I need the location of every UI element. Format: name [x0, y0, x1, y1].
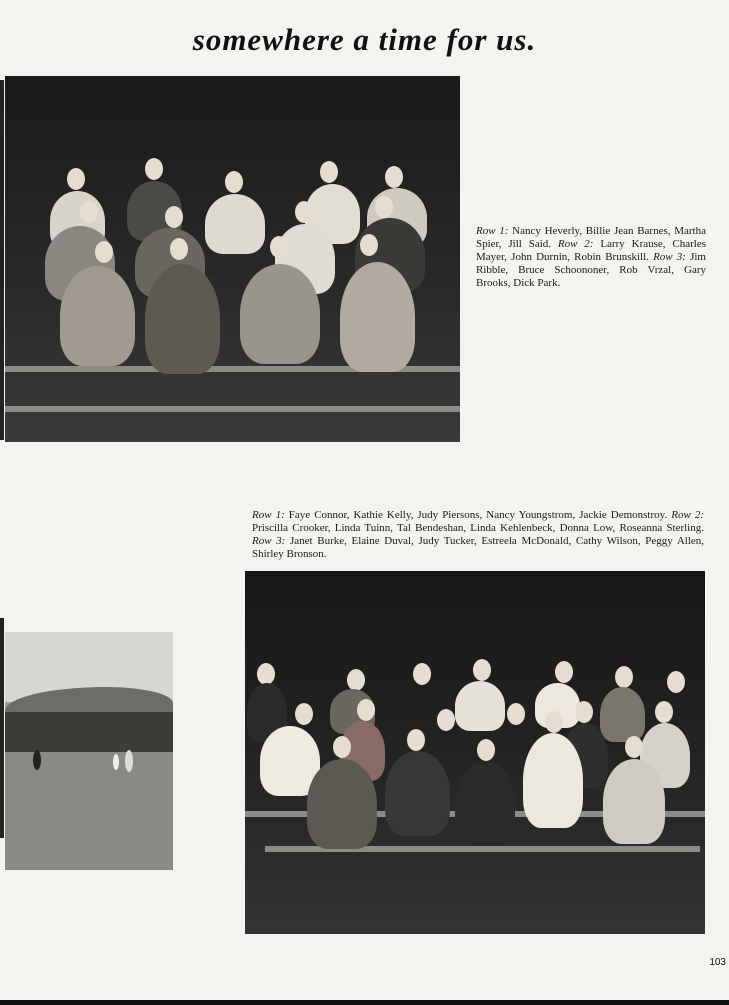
person-head	[357, 699, 375, 721]
person	[523, 733, 583, 828]
caption-row-label: Row 1:	[252, 509, 285, 521]
person	[455, 681, 505, 731]
person	[205, 194, 265, 254]
person-head	[257, 663, 275, 685]
person-head	[67, 168, 85, 190]
person-head	[545, 711, 563, 733]
person-head	[473, 659, 491, 681]
person	[603, 759, 665, 844]
person	[60, 266, 135, 366]
page-title: somewhere a time for us.	[192, 22, 537, 57]
tree-line	[5, 712, 173, 757]
caption-row-names: Faye Connor, Kathie Kelly, Judy Piersons, Nancy Youngstrom, Jackie Demonstroy.	[288, 509, 668, 521]
person-head	[407, 729, 425, 751]
person	[340, 262, 415, 372]
caption-row-names: Nancy Heverly, Billie Jean Barnes, Martha Spier, Jill Said.	[476, 225, 706, 250]
player-figure	[33, 750, 41, 770]
person-head	[655, 701, 673, 723]
person-head	[295, 201, 313, 223]
group-photo-bottom	[245, 571, 705, 934]
person-head	[347, 669, 365, 691]
person-head	[507, 703, 525, 725]
page-number: 103	[709, 957, 726, 968]
person	[600, 687, 645, 742]
page-edge-mark	[0, 80, 4, 440]
caption-row-label: Row 1:	[476, 225, 509, 237]
player-figure	[113, 754, 119, 770]
bleacher-step	[5, 406, 460, 412]
group-photo-top	[5, 76, 460, 442]
person-head	[555, 661, 573, 683]
person	[307, 759, 377, 849]
person-head	[145, 158, 163, 180]
person-head	[385, 166, 403, 188]
caption-bottom-photo	[252, 509, 704, 561]
person-head	[360, 234, 378, 256]
person	[385, 751, 450, 836]
page-edge-mark	[0, 618, 4, 838]
person-head	[477, 739, 495, 761]
page-bottom-rule	[0, 1000, 729, 1005]
person-head	[375, 196, 393, 218]
person	[240, 264, 320, 364]
person-head	[225, 171, 243, 193]
caption-row-names: Priscilla Crooker, Linda Tuinn, Tal Bendeshan, Linda Kehlenbeck, Donna Low, Roseanna Sterling.	[252, 522, 704, 534]
playing-field	[5, 752, 173, 870]
caption-row-names: Janet Burke, Elaine Duval, Judy Tucker, Estreela McDonald, Cathy Wilson, Peggy Allen, Shirley Bronson.	[252, 535, 705, 560]
person-head	[170, 238, 188, 260]
person-head	[165, 206, 183, 228]
caption-row-label: Row 3:	[653, 251, 686, 263]
person-head	[615, 666, 633, 688]
person-head	[437, 709, 455, 731]
caption-row-label: Row 2:	[557, 238, 594, 250]
field-photo	[5, 632, 173, 870]
person-head	[80, 201, 98, 223]
person-head	[575, 701, 593, 723]
person-head	[625, 736, 643, 758]
person	[455, 761, 515, 846]
person-head	[270, 236, 288, 258]
person	[145, 264, 220, 374]
caption-row-names: Larry Krause, Charles Mayer, John Durnin, Robin Brunskill.	[476, 238, 707, 263]
caption-row-names: Jim Ribble, Bruce Schoononer, Rob Vrzal, Gary Brooks, Dick Park.	[476, 251, 706, 289]
caption-top-photo	[476, 225, 706, 290]
person-head	[333, 736, 351, 758]
caption-row-label: Row 2:	[671, 509, 704, 521]
person-head	[295, 703, 313, 725]
caption-row-label: Row 3:	[252, 535, 286, 547]
person-head	[320, 161, 338, 183]
player-figure	[125, 750, 133, 772]
person-head	[413, 663, 431, 685]
person-head	[95, 241, 113, 263]
person-head	[667, 671, 685, 693]
